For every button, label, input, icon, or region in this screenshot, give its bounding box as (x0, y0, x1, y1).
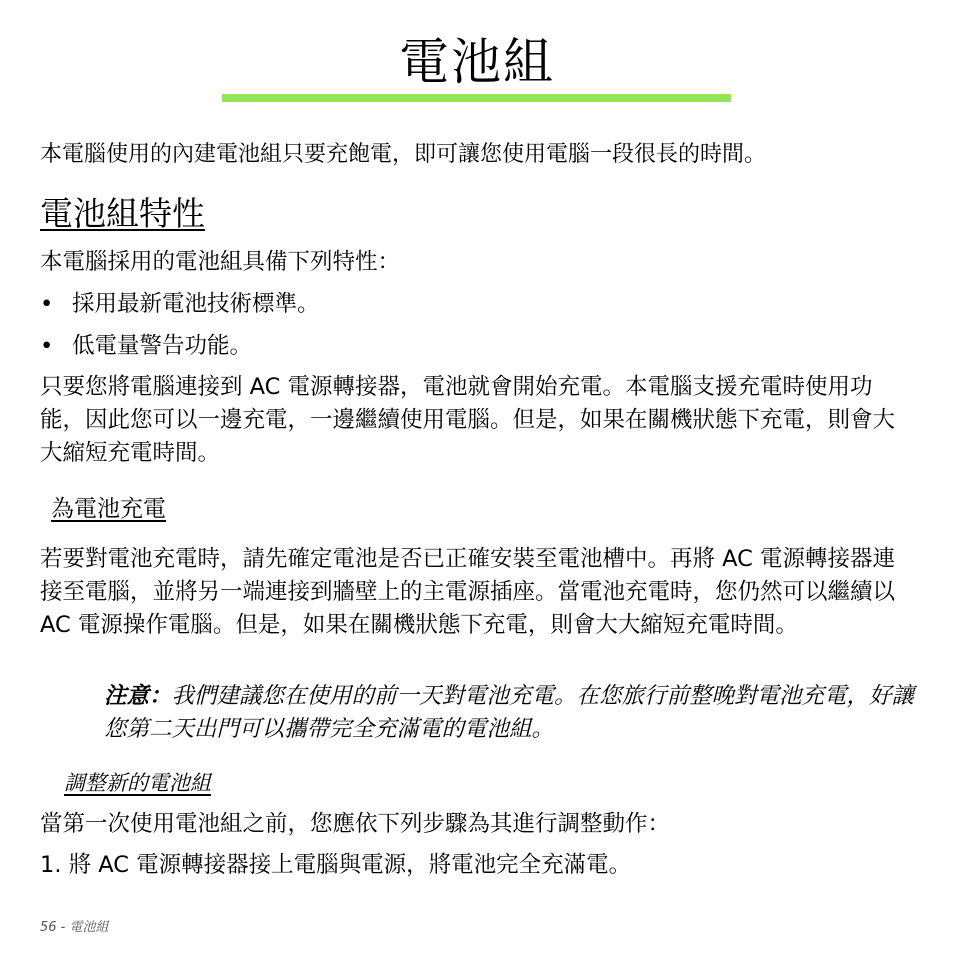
page-title: 電池組 (399, 33, 555, 91)
title-underline-bar (222, 94, 731, 102)
bullet-marker: • (40, 291, 54, 317)
charging-heading: 為電池充電 (51, 496, 166, 522)
section-lead: 本電腦採用的電池組具備下列特性： (40, 249, 401, 275)
intro-paragraph: 本電腦使用的內建電池組只要充飽電，即可讓您使用電腦一段很長的時間。 (40, 142, 767, 167)
charging-body: 若要對電池充電時，請先確定電池是否已正確安裝至電池槽中。再將 AC 電源轉接器連接至電腦，並將另一端連接到牆壁上的主電源插座。當電池充電時，您仍然可以繼續以 AC 電源操作電腦。但是，如果在關機狀態下充電，則會大大縮短充電時間。 (40, 546, 896, 638)
page-footer: 56 - 電池組 (40, 920, 109, 935)
bullet-text: 低電量警告功能。 (72, 333, 253, 359)
conditioning-heading: 調整新的電池組 (64, 771, 211, 795)
note-label: 注意： (104, 683, 172, 709)
bullet-text: 採用最新電池技術標準。 (72, 291, 320, 317)
bullet-marker: • (40, 333, 54, 359)
conditioning-lead: 當第一次使用電池組之前，您應依下列步驟為其進行調整動作： (40, 811, 671, 837)
section-body: 只要您將電腦連接到 AC 電源轉接器，電池就會開始充電。本電腦支援充電時使用功能，因此您可以一邊充電，一邊繼續使用電腦。但是，如果在關機狀態下充電，則會大大縮短充電時間。 (40, 374, 896, 466)
note-block (104, 680, 916, 746)
section-heading: 電池組特性 (40, 194, 205, 233)
conditioning-step-1: 1. 將 AC 電源轉接器接上電腦與電源，將電池完全充滿電。 (40, 852, 632, 878)
note-text: 我們建議您在使用的前一天對電池充電。在您旅行前整晚對電池充電，好讓您第二天出門可以攜帶完全充滿電的電池組。 (104, 683, 915, 742)
